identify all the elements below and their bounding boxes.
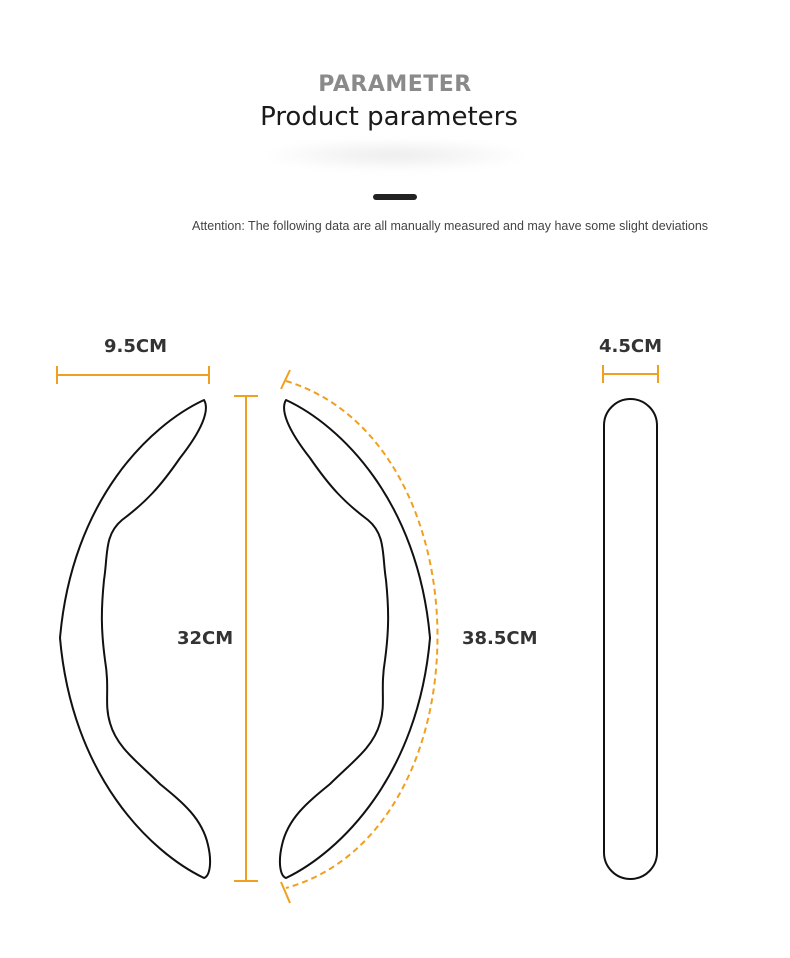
thickness-label: 4.5CM xyxy=(599,336,663,357)
height-dimension-line xyxy=(234,396,258,881)
width-label: 9.5CM xyxy=(104,336,168,357)
measurement-notice: Attention: The following data are all manually measured and may have some slight deviations xyxy=(192,219,709,233)
thickness-dimension-line xyxy=(603,365,658,383)
section-eyebrow: PARAMETER xyxy=(318,72,472,97)
page-title: Product parameters xyxy=(260,102,518,132)
right-grip-outline xyxy=(280,400,430,878)
arc-length-label: 38.5CM xyxy=(462,628,538,649)
width-dimension-line xyxy=(57,366,209,384)
side-view-outline xyxy=(604,399,657,879)
height-label: 32CM xyxy=(177,628,234,649)
